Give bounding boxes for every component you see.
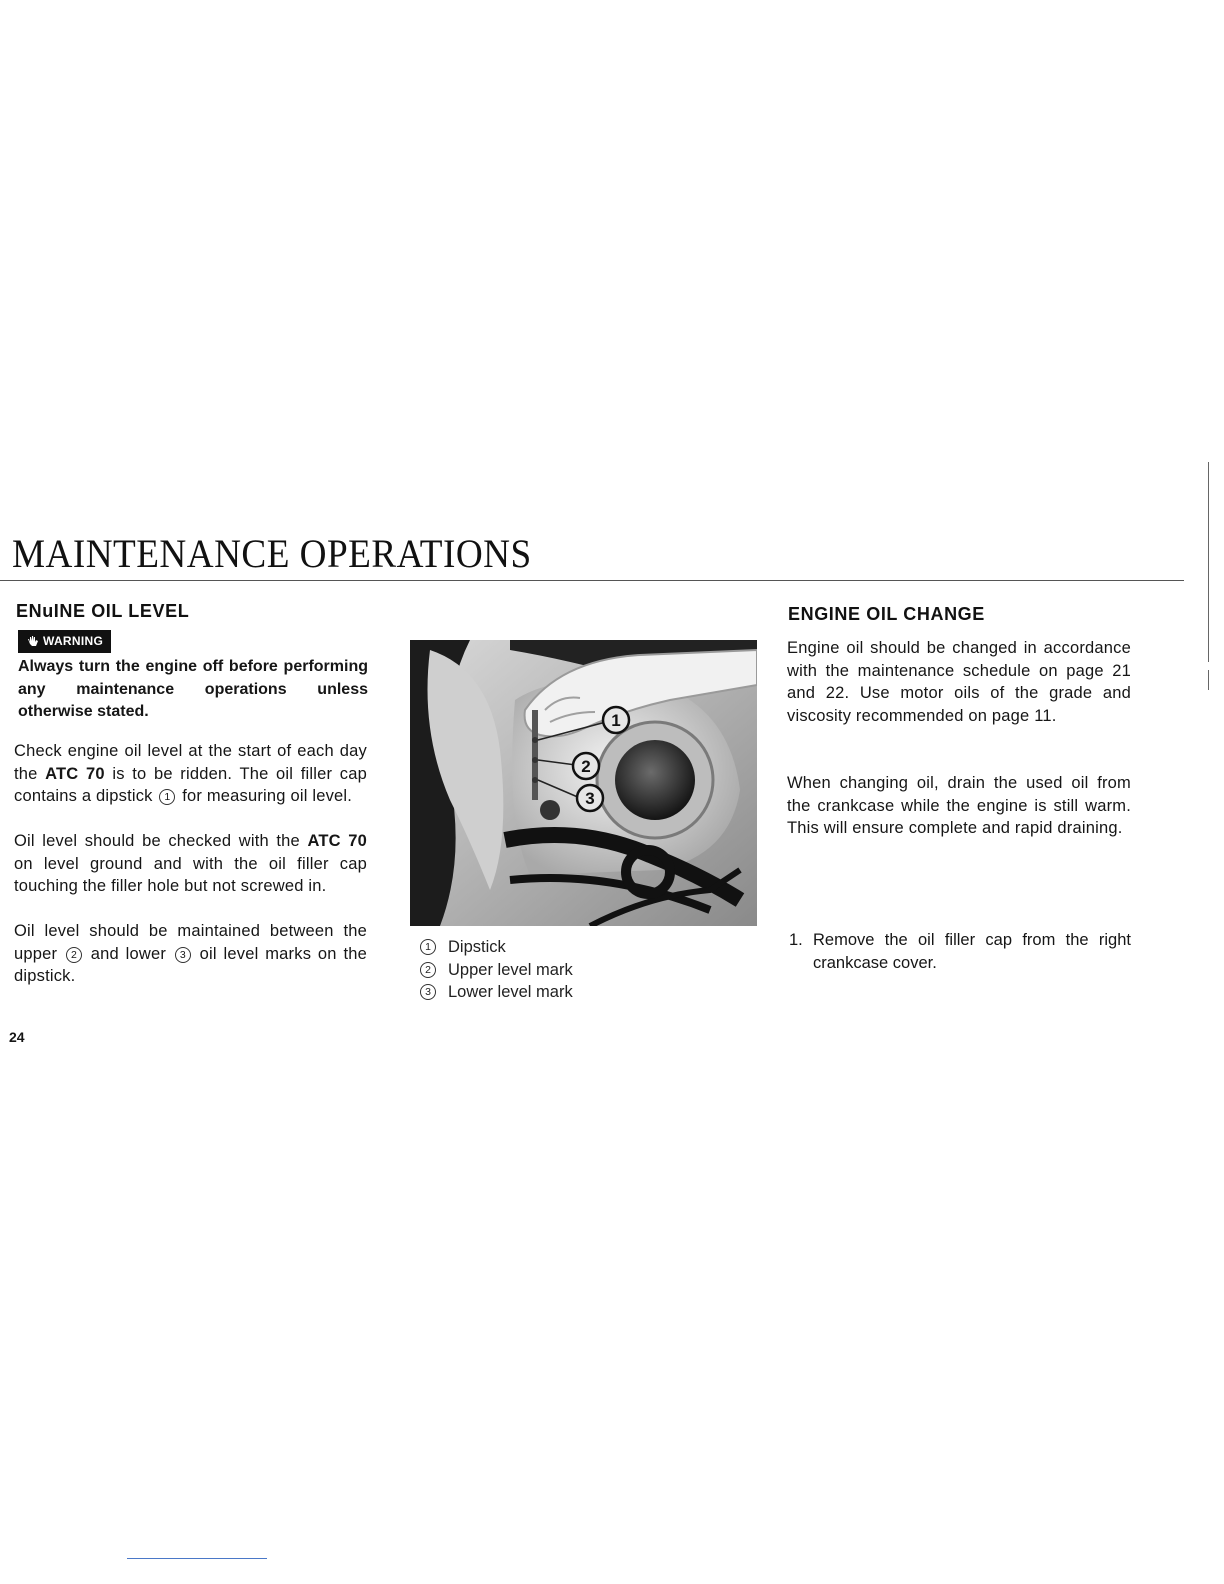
page-title: MAINTENANCE OPERATIONS <box>12 531 532 576</box>
callout-ref-1: 1 <box>159 789 175 805</box>
footer-line <box>127 1558 267 1559</box>
engine-dipstick-photo <box>410 640 757 926</box>
step-1 <box>789 929 1131 974</box>
engine-oil-change-heading: ENGINE OIL CHANGE <box>788 604 985 624</box>
warning-text: Always turn the engine off before performing any maintenance operations unless otherwise stated. <box>18 658 368 720</box>
margin-line-lower <box>1208 670 1209 690</box>
oil-change-schedule-paragraph: Engine oil should be changed in accordance with the maintenance schedule on page 21 and 22. Use motor oils of the grade and viscosity recommended on page 11. <box>787 639 1131 725</box>
title-rule <box>0 580 1184 581</box>
legend-label: Lower level mark <box>448 983 573 1001</box>
callout-ref-2: 2 <box>66 947 82 963</box>
margin-line-upper <box>1208 462 1209 662</box>
hand-warning-icon <box>26 635 39 648</box>
photo-callout-1: 1 <box>611 711 621 730</box>
step-text: Remove the oil filler cap from the right crankcase cover. <box>813 931 1131 972</box>
legend-label: Upper level mark <box>448 960 573 979</box>
engine-oil-level-heading: ENuINE OIL LEVEL <box>16 601 190 621</box>
warning-badge-label: WARNING <box>43 634 104 648</box>
legend-item <box>420 981 660 1004</box>
maintain-level-paragraph: Oil level should be maintained between the upper 2 and lower 3 oil level marks on the dipstick. <box>14 922 367 985</box>
page-number: 24 <box>9 1029 25 1045</box>
warning-badge <box>18 630 111 653</box>
model-name: ATC 70 <box>307 832 367 850</box>
legend-number: 2 <box>420 962 436 978</box>
drain-warm-paragraph: When changing oil, drain the used oil from the crankcase while the engine is still warm. This will ensure complete and rapid draining. <box>787 774 1131 837</box>
legend-item <box>420 959 660 982</box>
callout-ref-3: 3 <box>175 947 191 963</box>
figure-legend <box>420 936 660 1004</box>
photo-callout-3: 3 <box>585 789 595 808</box>
photo-callout-2: 2 <box>581 757 591 776</box>
legend-number: 3 <box>420 984 436 1000</box>
legend-label: Dipstick <box>448 938 506 956</box>
step-number: 1. <box>789 931 803 949</box>
check-oil-paragraph: Check engine oil level at the start of each day the ATC 70 is to be ridden. The oil filler cap contains a dipstick 1 for measuring oil level. <box>14 742 367 805</box>
level-ground-paragraph: Oil level should be checked with the ATC 70 on level ground and with the oil filler cap touching the filler hole but not screwed in. <box>14 832 367 895</box>
model-name: ATC 70 <box>45 764 105 783</box>
legend-number: 1 <box>420 939 436 955</box>
legend-item <box>420 936 660 959</box>
